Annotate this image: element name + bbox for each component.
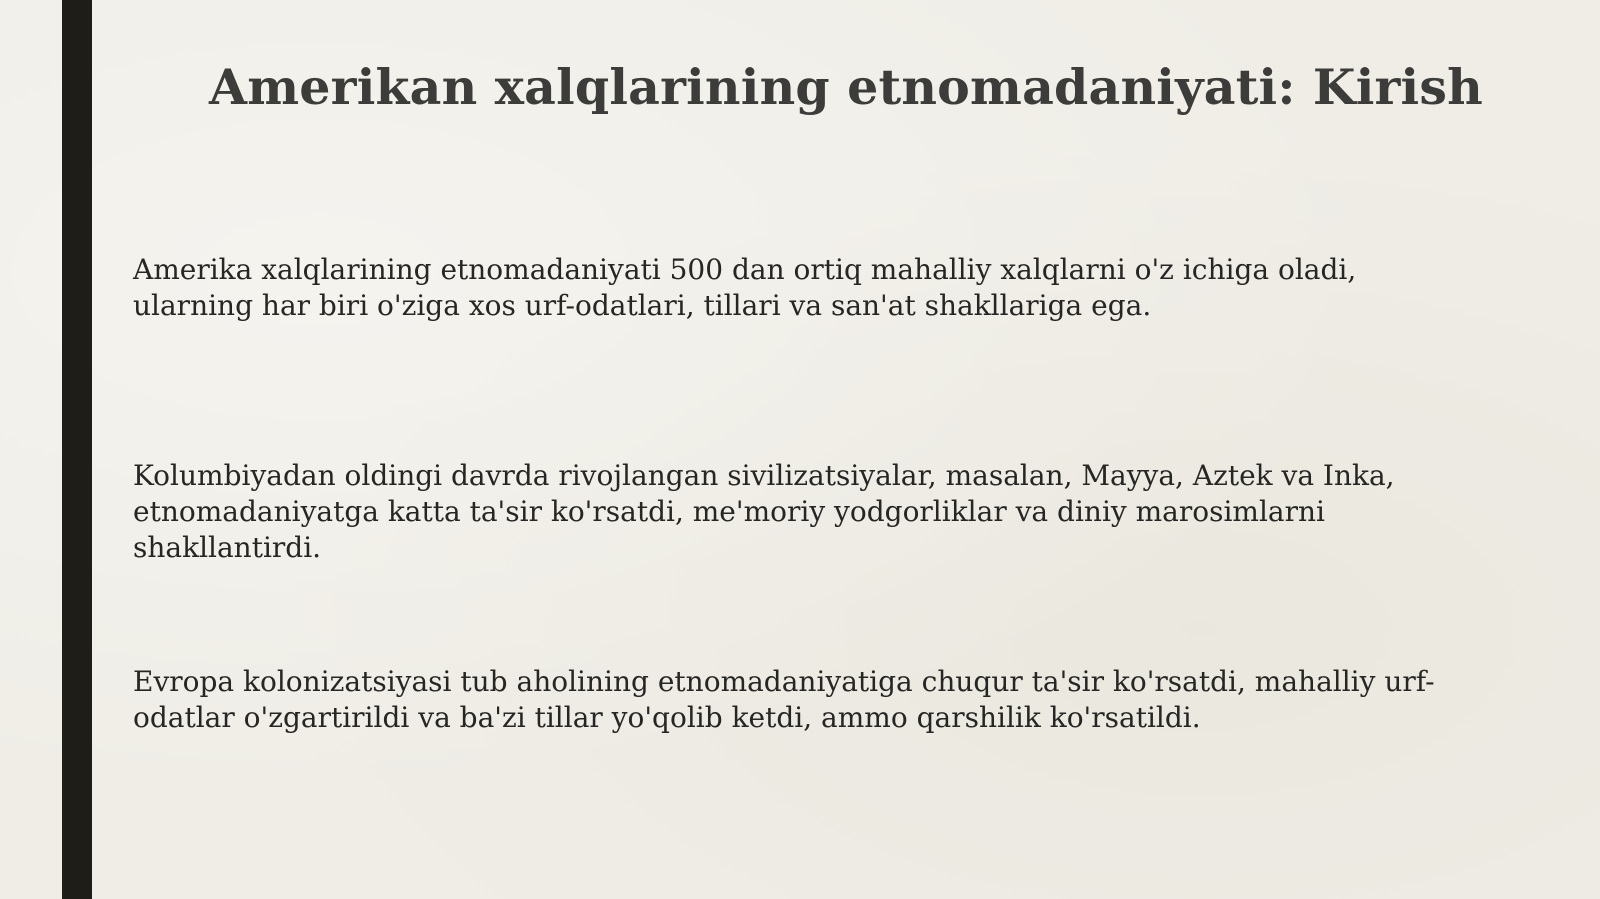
- accent-bar: [62, 0, 92, 899]
- paragraph-2: Kolumbiyadan oldingi davrda rivojlangan sivilizatsiyalar, masalan, Mayya, Aztek va Inka, etnomadaniyatga katta ta'sir ko'rsatdi, me'moriy yodgorliklar va diniy marosimlarni shakllantirdi.: [133, 459, 1395, 564]
- slide-title: Amerikan xalqlarining etnomadaniyati: Kirish: [209, 58, 1483, 116]
- paragraph-1: Amerika xalqlarining etnomadaniyati 500 dan ortiq mahalliy xalqlarni o'z ichiga oladi, ularning har biri o'ziga xos urf-odatlari, tillari va san'at shakllariga ega.: [133, 253, 1357, 322]
- paragraph-3: Evropa kolonizatsiyasi tub aholining etnomadaniyatiga chuqur ta'sir ko'rsatdi, mahalliy urf-odatlar o'zgartirildi va ba'zi tillar yo'qolib ketdi, ammo qarshilik ko'rsatildi.: [133, 665, 1435, 734]
